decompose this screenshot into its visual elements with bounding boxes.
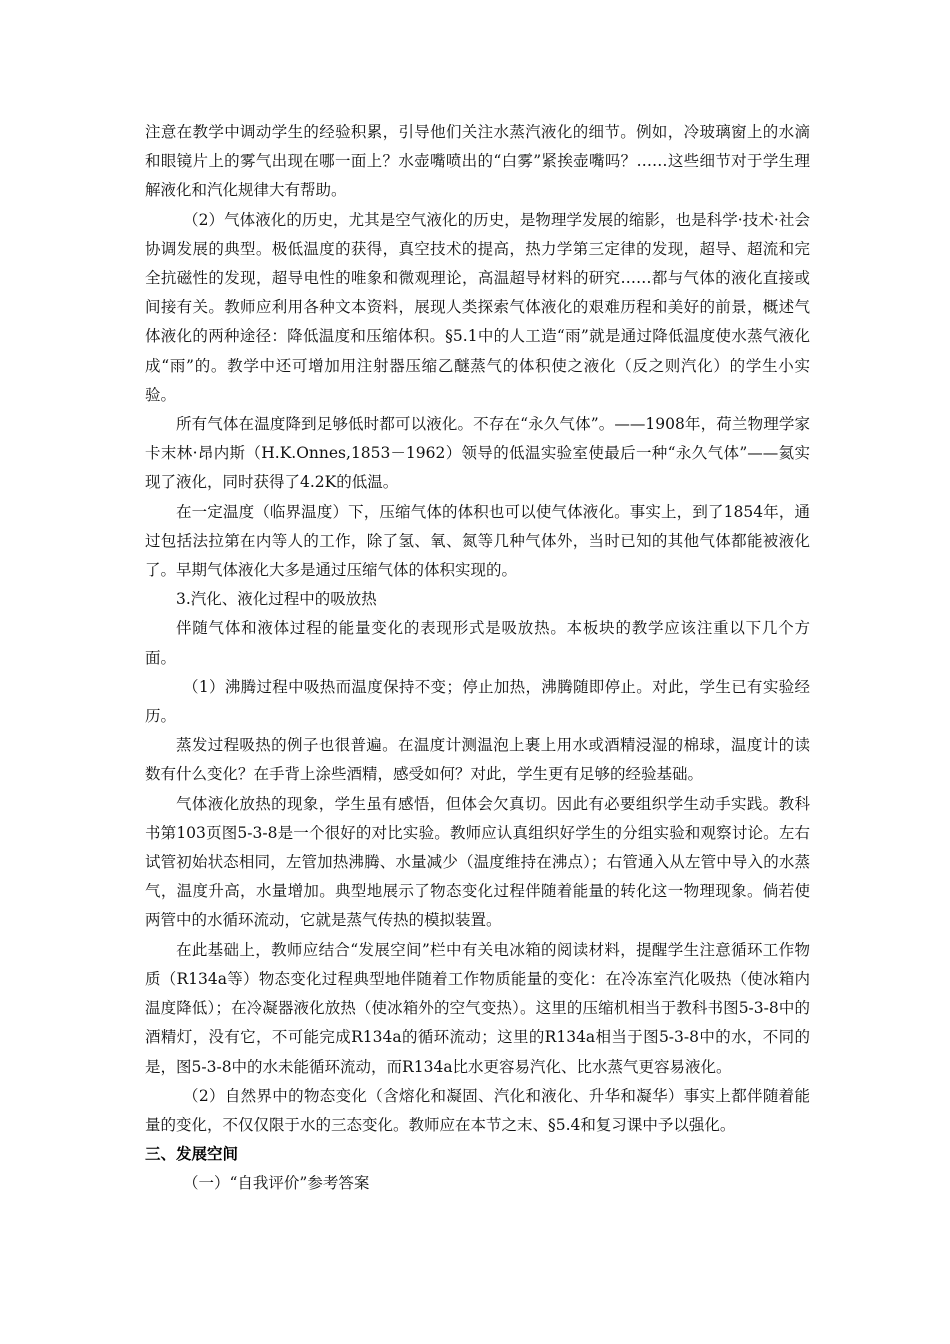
section-heading: 三、发展空间 bbox=[145, 1145, 239, 1164]
document-body bbox=[145, 118, 810, 1199]
paragraph-evaporation: 蒸发过程吸热的例子也很普遍。在温度计测温泡上裹上用水或酒精浸湿的棉球，温度计的读数有什么变化？在手背上涂些酒精，感受如何？对此，学生更有足够的经验基础。 bbox=[145, 736, 810, 784]
paragraph-nature-state-change: （2）自然界中的物态变化（含熔化和凝固、汽化和液化、升华和凝华）事实上都伴随着能量的变化，不仅仅限于水的三态变化。教师应在本节之末、§5.4和复习课中予以强化。 bbox=[145, 1086, 810, 1134]
paragraph-liquefaction-details: 注意在教学中调动学生的经验积累，引导他们关注水蒸汽液化的细节。例如，冷玻璃窗上的水滴和眼镜片上的雾气出现在哪一面上？水壶嘴喷出的“白雾”紧挨壶嘴吗？……这些细节对于学生理解液化和汽化规律大有帮助。 bbox=[145, 123, 810, 200]
paragraph-permanent-gas: 所有气体在温度降到足够低时都可以液化。不存在“永久气体”。——1908年，荷兰物理学家卡末林·昂内斯（H.K.Onnes,1853－1962）领导的低温实验室使最后一种“永久气体”——氦实现了液化，同时获得了4.2K的低温。 bbox=[145, 415, 810, 492]
paragraph-critical-temperature: 在一定温度（临界温度）下，压缩气体的体积也可以使气体液化。事实上，到了1854年，通过包括法拉第在内等人的工作，除了氢、氧、氮等几种气体外，当时已知的其他气体都能被液化了。早期气体液化大多是通过压缩气体的体积实现的。 bbox=[145, 502, 810, 580]
paragraph-section-title-heat: 3.汽化、液化过程中的吸放热 bbox=[176, 590, 377, 609]
paragraph-boiling: （1）沸腾过程中吸热而温度保持不变；停止加热，沸腾随即停止。对此，学生已有实验经历。 bbox=[145, 677, 810, 726]
paragraph-refrigerator: 在此基础上，教师应结合“发展空间”栏中有关电冰箱的阅读材料，提醒学生注意循环工作物质（R134a等）物态变化过程典型地伴随着工作物质能量的变化：在冷冻室汽化吸热（使冰箱内温度降低）；在冷凝器液化放热（使冰箱外的空气变热）。这里的压缩机相当于教科书图5-3-8中的酒精灯，没有它，不可能完成R134a的循环流动；这里的R134a相当于图5-3-8中的水，不同的是，图5-3-8中的水未能循环流动，而R134a比水更容易汽化、比水蒸气更容易液化。 bbox=[145, 940, 810, 1076]
paragraph-heat-transfer-intro: 伴随气体和液体过程的能量变化的表现形式是吸放热。本板块的教学应该注重以下几个方面。 bbox=[145, 619, 810, 667]
paragraph-liquefaction-history: （2）气体液化的历史，尤其是空气液化的历史，是物理学发展的缩影，也是科学·技术·社会协调发展的典型。极低温度的获得，真空技术的提高，热力学第三定律的发现，超导、超流和完全抗磁性的发现，超导电性的唯象和微观理论，高温超导材料的研究……都与气体的液化直接或间接有关。教师应利用各种文本资料，展现人类探索气体液化的艰难历程和美好的前景，概述气体液化的两种途径：降低温度和压缩体积。§5.1中的人工造“雨”就是通过降低温度使水蒸气液化成“雨”的。教学中还可增加用注射器压缩乙醚蒸气的体积使之液化（反之则汽化）的学生小实验。 bbox=[145, 210, 810, 404]
sub-heading: （一）“自我评价”参考答案 bbox=[183, 1174, 370, 1193]
paragraph-liquefaction-experiment: 气体液化放热的现象，学生虽有感悟，但体会欠真切。因此有必要组织学生动手实践。教科书第103页图5-3-8是一个很好的对比实验。教师应认真组织好学生的分组实验和观察讨论。左右试管初始状态相同，左管加热沸腾、水量减少（温度维持在沸点）；右管通入从左管中导入的水蒸气，温度升高，水量增加。典型地展示了物态变化过程伴随着能量的转化这一物理现象。倘若使两管中的水循环流动，它就是蒸气传热的模拟装置。 bbox=[145, 794, 810, 930]
